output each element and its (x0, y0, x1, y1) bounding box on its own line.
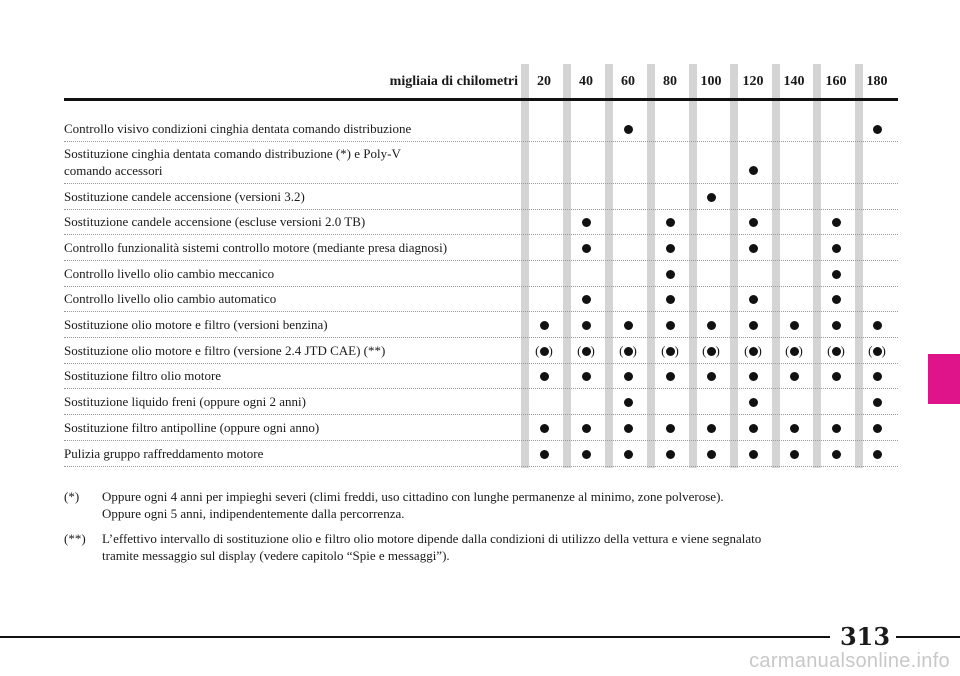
filled-circle-icon (582, 424, 591, 433)
watermark-text[interactable]: carmanualsonline.info (749, 650, 950, 672)
filled-circle-icon (540, 372, 549, 381)
filled-circle-icon (832, 450, 841, 459)
interval-mark (819, 317, 853, 333)
interval-mark (653, 369, 687, 385)
open-paren: ( (785, 343, 790, 358)
column-header-km: 100 (700, 74, 722, 89)
interval-mark (653, 240, 687, 256)
interval-mark (860, 369, 894, 385)
close-paren: ) (674, 343, 679, 358)
row-label-line: Sostituzione olio motore e filtro (versioni benzina) (64, 316, 328, 332)
interval-mark (736, 292, 770, 308)
filled-circle-icon (749, 244, 758, 253)
interval-mark (860, 317, 894, 333)
row-label (64, 239, 522, 256)
open-paren: ( (827, 343, 832, 358)
close-paren: ) (798, 343, 803, 358)
interval-mark (860, 446, 894, 462)
bottom-rule-right (896, 636, 960, 638)
column-header-km: 60 (621, 74, 635, 89)
table-row (64, 184, 898, 210)
interval-mark (569, 215, 603, 231)
optional-interval-mark (653, 343, 687, 359)
interval-mark (736, 394, 770, 410)
open-paren: ( (744, 343, 749, 358)
filled-circle-icon (666, 347, 675, 356)
table-row (64, 441, 898, 467)
row-label-line: Controllo livello olio cambio meccanico (64, 265, 275, 281)
filled-circle-icon (540, 424, 549, 433)
footnote (64, 530, 898, 564)
filled-circle-icon (749, 321, 758, 330)
row-label (64, 290, 522, 307)
interval-mark (611, 446, 645, 462)
chapter-tab-marker (928, 354, 960, 404)
interval-mark (777, 420, 811, 436)
interval-mark (819, 369, 853, 385)
interval-mark (611, 420, 645, 436)
interval-mark (860, 394, 894, 410)
filled-circle-icon (832, 321, 841, 330)
filled-circle-icon (832, 372, 841, 381)
filled-circle-icon (749, 424, 758, 433)
interval-mark (611, 317, 645, 333)
footnote-key: (**) (64, 531, 86, 546)
filled-circle-icon (873, 125, 882, 134)
interval-mark (777, 446, 811, 462)
interval-mark (527, 420, 561, 436)
interval-mark (694, 420, 728, 436)
table-row (64, 142, 898, 184)
filled-circle-icon (707, 347, 716, 356)
row-label-line: Controllo livello olio cambio automatico (64, 291, 277, 306)
close-paren: ) (881, 343, 886, 358)
filled-circle-icon (832, 424, 841, 433)
filled-circle-icon (624, 125, 633, 134)
filled-circle-icon (707, 321, 716, 330)
filled-circle-icon (749, 295, 758, 304)
open-paren: ( (702, 343, 707, 358)
filled-circle-icon (790, 372, 799, 381)
interval-mark (777, 369, 811, 385)
filled-circle-icon (666, 372, 675, 381)
table-row (64, 415, 898, 441)
row-label (64, 393, 522, 410)
interval-mark (653, 292, 687, 308)
interval-mark (819, 240, 853, 256)
open-paren: ( (577, 343, 582, 358)
filled-circle-icon (790, 424, 799, 433)
table-row (64, 287, 898, 312)
filled-circle-icon (666, 244, 675, 253)
interval-mark (611, 121, 645, 137)
interval-mark (736, 317, 770, 333)
filled-circle-icon (790, 450, 799, 459)
interval-mark (527, 317, 561, 333)
optional-interval-mark (569, 343, 603, 359)
interval-mark (569, 240, 603, 256)
row-label-line: Sostituzione filtro antipolline (oppure ogni anno) (64, 419, 320, 435)
filled-circle-icon (832, 244, 841, 253)
filled-circle-icon (666, 295, 675, 304)
close-paren: ) (590, 343, 595, 358)
filled-circle-icon (582, 450, 591, 459)
interval-mark (569, 369, 603, 385)
interval-mark (653, 420, 687, 436)
table-row (64, 261, 898, 287)
open-paren: ( (535, 343, 540, 358)
filled-circle-icon (540, 450, 549, 459)
filled-circle-icon (582, 218, 591, 227)
interval-mark (694, 317, 728, 333)
filled-circle-icon (582, 372, 591, 381)
row-label (64, 342, 522, 359)
table-row (64, 235, 898, 261)
interval-mark (569, 420, 603, 436)
filled-circle-icon (707, 424, 716, 433)
interval-mark (569, 317, 603, 333)
table-row (64, 364, 898, 389)
row-label-line: Sostituzione candele accensione (escluse versioni 2.0 TB) (64, 214, 366, 229)
interval-mark (819, 292, 853, 308)
close-paren: ) (840, 343, 845, 358)
footnote-text (102, 488, 892, 522)
filled-circle-icon (873, 398, 882, 407)
filled-circle-icon (624, 347, 633, 356)
open-paren: ( (868, 343, 873, 358)
filled-circle-icon (666, 424, 675, 433)
interval-mark (653, 266, 687, 282)
row-label (64, 265, 522, 282)
row-label-line: Sostituzione filtro olio motore (64, 368, 222, 383)
optional-interval-mark (527, 343, 561, 359)
table-row (64, 312, 898, 338)
row-label (64, 367, 522, 384)
open-paren: ( (661, 343, 666, 358)
close-paren: ) (715, 343, 720, 358)
filled-circle-icon (666, 218, 675, 227)
filled-circle-icon (582, 347, 591, 356)
filled-circle-icon (832, 295, 841, 304)
filled-circle-icon (624, 424, 633, 433)
footnote-line: L’effettivo intervallo di sostituzione olio e filtro olio motore dipende dalla condizioni di utilizzo della vettura e viene segnalato (102, 531, 762, 546)
header-label: migliaia di chilometri (389, 74, 518, 89)
row-label (64, 188, 522, 205)
footnote-line: Oppure ogni 5 anni, indipendentemente dalla percorrenza. (102, 506, 405, 521)
filled-circle-icon (749, 372, 758, 381)
filled-circle-icon (790, 321, 799, 330)
interval-mark (860, 121, 894, 137)
filled-circle-icon (624, 398, 633, 407)
interval-mark (694, 189, 728, 205)
optional-interval-mark (777, 343, 811, 359)
interval-mark (736, 240, 770, 256)
interval-mark (736, 215, 770, 231)
filled-circle-icon (873, 372, 882, 381)
filled-circle-icon (582, 321, 591, 330)
interval-mark (653, 215, 687, 231)
row-label-line: Controllo funzionalità sistemi controllo motore (mediante presa diagnosi) (64, 239, 448, 255)
interval-mark (819, 215, 853, 231)
footnote (64, 488, 898, 522)
close-paren: ) (757, 343, 762, 358)
filled-circle-icon (582, 244, 591, 253)
footnote-line: tramite messaggio sul display (vedere capitolo “Spie e messaggi”). (102, 548, 450, 563)
filled-circle-icon (749, 398, 758, 407)
interval-mark (736, 446, 770, 462)
interval-mark (611, 394, 645, 410)
interval-mark (736, 420, 770, 436)
filled-circle-icon (666, 270, 675, 279)
filled-circle-icon (873, 450, 882, 459)
row-label-line: Sostituzione olio motore e filtro (versione 2.4 JTD CAE) (**) (64, 342, 386, 358)
row-label-line: comando accessori (64, 163, 163, 178)
optional-interval-mark (736, 343, 770, 359)
column-header-km: 40 (579, 74, 593, 89)
filled-circle-icon (873, 424, 882, 433)
optional-interval-mark (694, 343, 728, 359)
filled-circle-icon (666, 450, 675, 459)
filled-circle-icon (707, 193, 716, 202)
filled-circle-icon (624, 372, 633, 381)
footnote-key: (*) (64, 489, 80, 504)
close-paren: ) (632, 343, 637, 358)
interval-mark (819, 266, 853, 282)
interval-mark (694, 369, 728, 385)
row-label (64, 145, 522, 179)
row-label (64, 445, 522, 462)
filled-circle-icon (540, 321, 549, 330)
filled-circle-icon (624, 450, 633, 459)
interval-mark (694, 446, 728, 462)
row-label (64, 213, 522, 230)
interval-mark (819, 446, 853, 462)
interval-mark (569, 446, 603, 462)
filled-circle-icon (873, 347, 882, 356)
interval-mark (736, 162, 770, 178)
interval-mark (777, 317, 811, 333)
interval-mark (653, 446, 687, 462)
table-row (64, 116, 898, 142)
interval-mark (736, 369, 770, 385)
filled-circle-icon (832, 218, 841, 227)
filled-circle-icon (624, 321, 633, 330)
row-label-line: Sostituzione liquido freni (oppure ogni 2 anni) (64, 393, 306, 409)
filled-circle-icon (540, 347, 549, 356)
row-label-line: Sostituzione candele accensione (versioni 3.2) (64, 188, 305, 204)
row-label (64, 316, 522, 333)
filled-circle-icon (832, 270, 841, 279)
open-paren: ( (619, 343, 624, 358)
column-header-km: 180 (866, 74, 888, 89)
header-rule (64, 98, 898, 101)
row-label (64, 419, 522, 436)
column-header-km: 160 (825, 74, 847, 89)
close-paren: ) (548, 343, 553, 358)
optional-interval-mark (611, 343, 645, 359)
filled-circle-icon (832, 347, 841, 356)
filled-circle-icon (666, 321, 675, 330)
interval-mark (653, 317, 687, 333)
row-label-line: Sostituzione cinghia dentata comando distribuzione (*) e Poly-V (64, 146, 401, 161)
filled-circle-icon (582, 295, 591, 304)
bottom-rule-left (0, 636, 830, 638)
filled-circle-icon (749, 450, 758, 459)
interval-mark (860, 420, 894, 436)
row-label-line: Pulizia gruppo raffreddamento motore (64, 445, 264, 461)
interval-mark (527, 446, 561, 462)
table-row (64, 338, 898, 364)
filled-circle-icon (749, 166, 758, 175)
interval-mark (611, 369, 645, 385)
interval-mark (527, 369, 561, 385)
column-header-km: 80 (663, 74, 677, 89)
optional-interval-mark (860, 343, 894, 359)
interval-mark (819, 420, 853, 436)
optional-interval-mark (819, 343, 853, 359)
column-header-km: 20 (537, 74, 551, 89)
row-label-line: Controllo visivo condizioni cinghia dentata comando distribuzione (64, 120, 412, 136)
filled-circle-icon (749, 347, 758, 356)
table-row (64, 210, 898, 235)
filled-circle-icon (873, 321, 882, 330)
table-row (64, 389, 898, 415)
row-label (64, 120, 522, 137)
column-header-km: 140 (783, 74, 805, 89)
page-number: 313 (839, 622, 891, 651)
filled-circle-icon (790, 347, 799, 356)
interval-mark (569, 292, 603, 308)
filled-circle-icon (749, 218, 758, 227)
filled-circle-icon (707, 450, 716, 459)
footnote-text (102, 530, 892, 564)
filled-circle-icon (707, 372, 716, 381)
column-header-km: 120 (742, 74, 764, 89)
footnote-line: Oppure ogni 4 anni per impieghi severi (climi freddi, uso cittadino con lunghe permanenze al minimo, zone polverose). (102, 489, 724, 504)
